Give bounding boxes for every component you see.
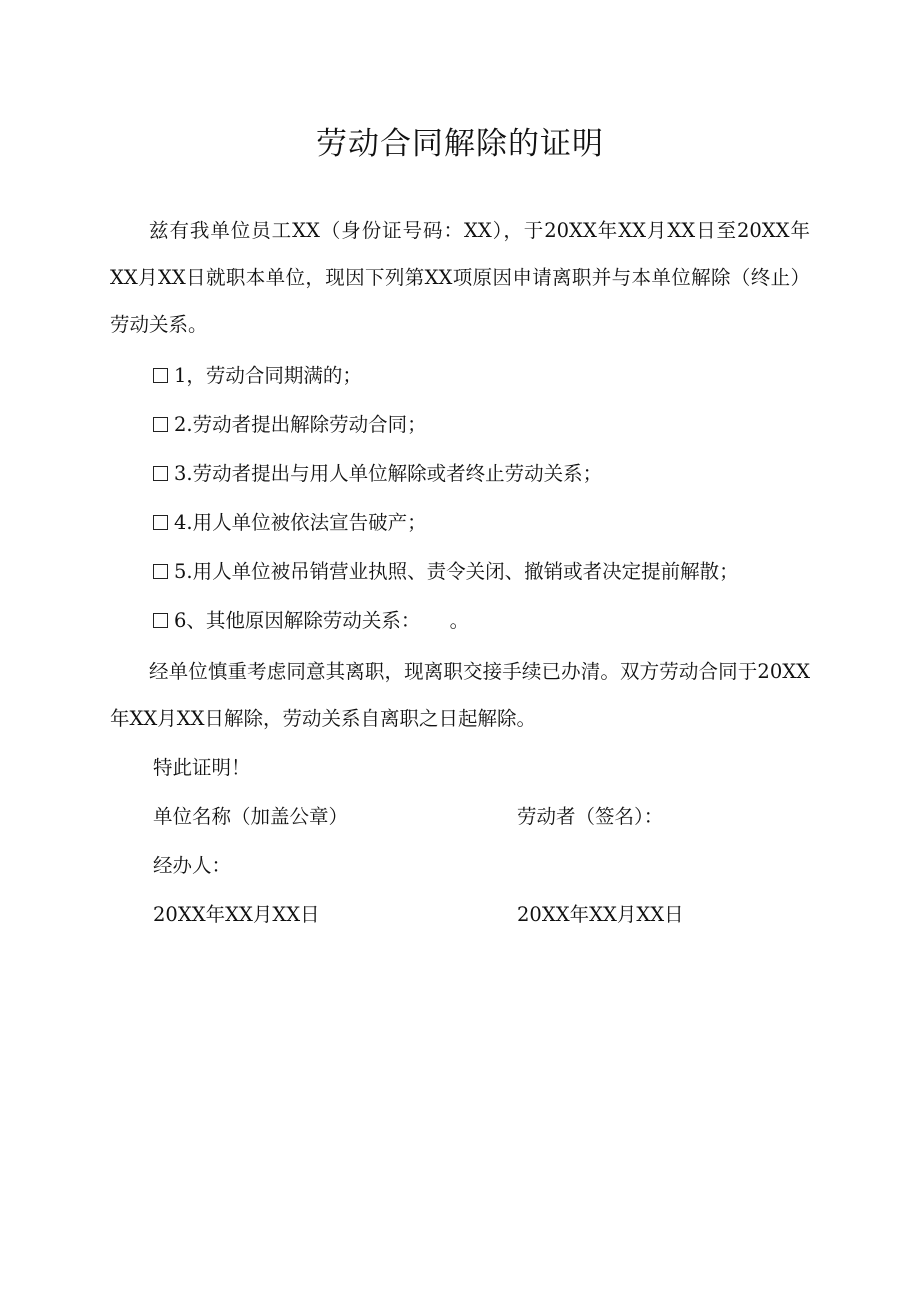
- checkbox-icon[interactable]: [153, 515, 168, 530]
- reason-text: 4.用人单位被依法宣告破产；: [174, 511, 427, 534]
- worker-signature-label: 劳动者（签名）：: [517, 805, 664, 828]
- document-title: 劳动合同解除的证明: [316, 126, 604, 162]
- unit-date: 20XX年XX月XX日: [153, 903, 320, 926]
- reason-text: 6、其他原因解除劳动关系： 。: [174, 609, 470, 632]
- closing-statement: 特此证明！: [153, 756, 251, 779]
- checkbox-icon[interactable]: [153, 417, 168, 432]
- reason-item-2: [153, 401, 427, 448]
- checkbox-icon[interactable]: [153, 613, 168, 628]
- reason-text: 2.劳动者提出解除劳动合同；: [174, 413, 427, 436]
- reason-item-1: [153, 352, 362, 399]
- reason-text: 3.劳动者提出与用人单位解除或者终止劳动关系；: [174, 462, 603, 485]
- reason-text: 5.用人单位被吊销营业执照、责令关闭、撤销或者决定提前解散；: [174, 560, 739, 583]
- reason-item-6: [153, 597, 469, 644]
- checkbox-icon[interactable]: [153, 564, 168, 579]
- reason-text: 1，劳动合同期满的；: [174, 364, 362, 387]
- worker-date: 20XX年XX月XX日: [517, 903, 684, 926]
- conclusion-section: [110, 648, 810, 742]
- handler-label: 经办人：: [153, 854, 232, 877]
- intro-paragraph: 兹有我单位员工XX（身份证号码：XX），于20XX年XX月XX日至20XX年XX月XX日就职本单位，现因下列第XX项原因申请离职并与本单位解除（终止）劳动关系。: [110, 219, 810, 336]
- conclusion-paragraph: 经单位慎重考虑同意其离职，现离职交接手续已办清。双方劳动合同于20XX年XX月XX日解除，劳动关系自离职之日起解除。: [110, 660, 810, 730]
- unit-name-label: 单位名称（加盖公章）: [153, 805, 349, 828]
- intro-section: [110, 207, 810, 348]
- reason-item-3: [153, 450, 602, 497]
- checkbox-icon[interactable]: [153, 466, 168, 481]
- reason-item-4: [153, 499, 427, 546]
- reason-item-5: [153, 548, 739, 595]
- checkbox-icon[interactable]: [153, 368, 168, 383]
